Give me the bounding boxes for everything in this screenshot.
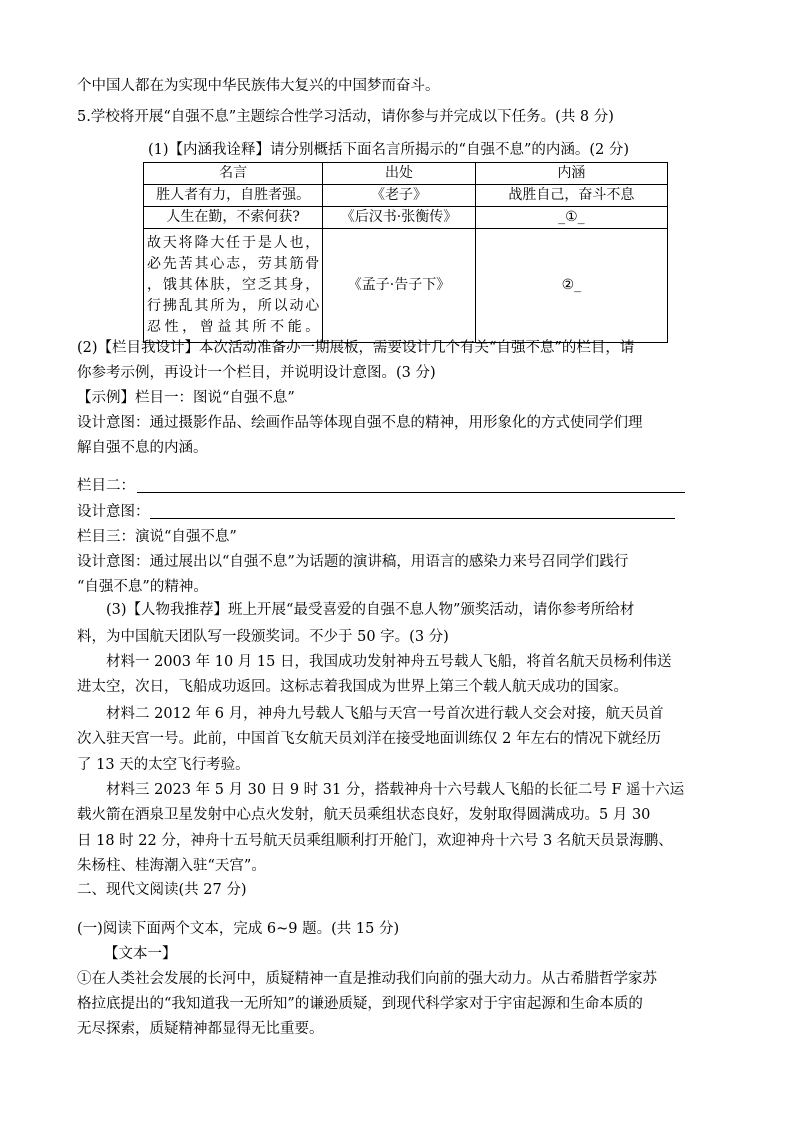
- subquestion-1-heading: (1)【内涵我诠释】请分别概括下面名言所揭示的“自强不息”的内涵。(2 分): [148, 142, 630, 158]
- text-line: 了 13 天的太空飞行考验。: [77, 757, 250, 773]
- text-line: 无尽探索，质疑精神都显得无比重要。: [77, 1021, 324, 1037]
- text-line: 个中国人都在为实现中华民族伟大复兴的中国梦而奋斗。: [77, 78, 440, 94]
- table-row: [144, 185, 668, 207]
- header-meaning: 内涵: [475, 163, 667, 185]
- text-line: 料，为中国航天团队写一段颁奖词。不少于 50 字。(3 分): [77, 629, 449, 645]
- source-cell: 《后汉书·张衡传》: [323, 207, 475, 229]
- reading-1-heading: (一)阅读下面两个文本，完成 6~9 题。(共 15 分): [77, 921, 400, 937]
- material-2: 材料二 2012 年 6 月，神舟九号载人飞船与天宫一号首次进行载人交会对接，航天员首: [106, 706, 664, 722]
- material-3: 材料三 2023 年 5 月 30 日 9 时 31 分，搭载神舟十六号载人飞船的长征二号 F 遥十六运: [106, 782, 685, 798]
- source-cell: 《老子》: [323, 185, 475, 207]
- quote-line: 故天将降大任于是人也，: [147, 235, 320, 251]
- table-row: [144, 207, 668, 229]
- text-line: ①在人类社会发展的长河中，质疑精神一直是推动我们向前的强大动力。从古希腊哲学家苏: [77, 971, 657, 987]
- section-2-heading: 二、现代文阅读(共 27 分): [77, 882, 247, 898]
- subquestion-3-heading: (3)【人物我推荐】班上开展“最受喜爱的自强不息人物”颁奖活动，请你参考所给材: [106, 602, 635, 618]
- text-line: 栏目三：演说“自强不息”: [77, 529, 237, 545]
- text-line: 你参考示例，再设计一个栏目，并说明设计意图。(3 分): [77, 365, 436, 381]
- meaning-cell: 战胜自己，奋斗不息: [475, 185, 667, 207]
- design-intent-label: 设计意图：: [77, 504, 150, 520]
- text-1-label: 【文本一】: [104, 946, 177, 962]
- quote-cell: 胜人者有力，自胜者强。: [144, 185, 323, 207]
- question-5-heading: 5.学校将开展“自强不息”主题综合性学习活动，请你参与并完成以下任务。(共 8 分): [77, 109, 614, 125]
- quote-line: 行拂乱其所为，所以动心: [147, 298, 320, 314]
- text-line: 格拉底提出的“我知道我一无所知”的谦逊质疑，到现代科学家对于宇宙起源和生命本质的: [77, 996, 643, 1012]
- answer-blank-1[interactable]: _①_: [475, 207, 667, 229]
- text-line: “自强不息”的精神。: [77, 579, 208, 595]
- column-2-answer-line[interactable]: [137, 492, 685, 493]
- material-1: 材料一 2003 年 10 月 15 日，我国成功发射神舟五号载人飞船，将首名航天员杨利伟送: [106, 654, 672, 670]
- design-intent-answer-line[interactable]: [150, 518, 675, 519]
- text-line: 设计意图：通过摄影作品、绘画作品等体现自强不息的精神，用形象化的方式使同学们理: [77, 415, 643, 431]
- source-cell: 《孟子·告子下》: [323, 229, 475, 343]
- quotes-table: [143, 162, 668, 343]
- text-line: 解自强不息的内涵。: [77, 440, 208, 456]
- quote-line: 忍性，曾益其所不能。: [147, 319, 320, 335]
- header-source: 出处: [323, 163, 475, 185]
- example-label: 【示例】栏目一：图说“自强不息”: [77, 390, 295, 406]
- text-line: 日 18 时 22 分，神舟十五号航天员乘组顺利打开舱门，欢迎神舟十六号 3 名航天员景海鹏、: [77, 833, 673, 849]
- subquestion-2-heading: (2)【栏目我设计】本次活动准备办一期展板，需要设计几个有关“自强不息”的栏目，请: [77, 340, 635, 356]
- column-2-label: 栏目二：: [77, 478, 135, 494]
- text-line: 进太空，次日，飞船成功返回。这标志着我国成为世界上第三个载人航天成功的国家。: [77, 679, 628, 695]
- text-line: 次入驻天宫一号。此前，中国首飞女航天员刘洋在接受地面训练仅 2 年左右的情况下就经历: [77, 731, 661, 747]
- header-quote: 名言: [144, 163, 323, 185]
- quote-cell: 人生在勤，不索何获?: [144, 207, 323, 229]
- quote-cell: [144, 229, 323, 343]
- text-line: 设计意图：通过展出以“自强不息”为话题的演讲稿，用语言的感染力来号召同学们践行: [77, 554, 629, 570]
- table-row: [144, 229, 668, 343]
- text-line: 载火箭在酒泉卫星发射中心点火发射，航天员乘组状态良好，发射取得圆满成功。5 月 30: [77, 807, 651, 823]
- table-header-row: [144, 163, 668, 185]
- answer-blank-2[interactable]: ②_: [475, 229, 667, 343]
- quote-line: ，饿其体肤，空乏其身，: [147, 277, 320, 293]
- text-line: 朱杨柱、桂海潮入驻“天宫”。: [77, 858, 266, 874]
- quote-line: 必先苦其心志，劳其筋骨: [147, 256, 320, 272]
